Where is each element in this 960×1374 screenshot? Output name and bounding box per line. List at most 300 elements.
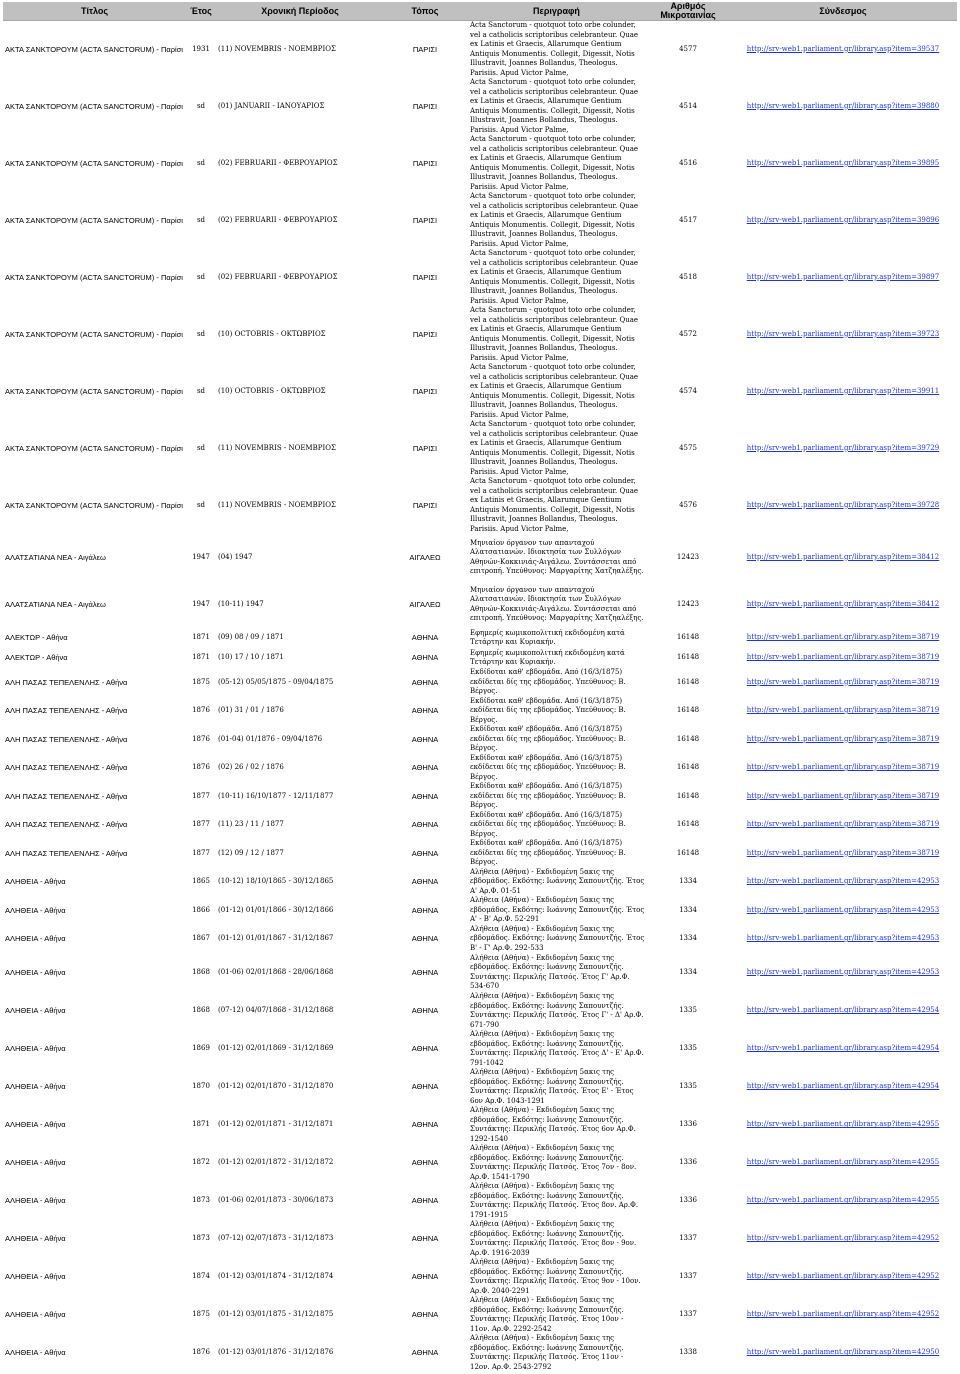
row-title: ΑΛΗ ΠΑΣΑΣ ΤΕΠΕΛΕΝΛΗΣ - Αθήνα [5, 677, 128, 687]
library-link[interactable]: http://srv-web1.parliament.gr/library.asp?item=39723 [746, 329, 940, 338]
row-period: (01-12) 02/01/1870 - 31/12/1870 [218, 1082, 334, 1091]
row-place: ΑΘΗΝΑ [411, 791, 439, 801]
row-year: 1870 [192, 1082, 210, 1091]
row-description: Αλήθεια (Αθήνα) - Εκδιδομένη 5ακις της εβδομάδος. Εκδότης: Ιωάννης Σαπουντζής. Συντάκτης: Περικλής Πατσός. Έτος Ε' - Έτος 6ον Αρ.Φ. 1043-1291 [470, 1068, 634, 1105]
row-place: ΑΘΗΝΑ [411, 677, 439, 687]
row-link-cell [729, 1296, 957, 1334]
library-link[interactable]: http://srv-web1.parliament.gr/library.asp?item=42952 [746, 1310, 940, 1319]
row-place: ΑΘΗΝΑ [411, 1006, 439, 1016]
row-description: Εκδίδοται καθ' εβδομάδα. Από (16/3/1875) εκδίδεται δίς της εβδομάδος. Υπεύθυνος: Β. Βέργος. [470, 725, 626, 752]
row-place: ΑΘΗΝΑ [411, 1272, 439, 1282]
row-year: 1875 [192, 1310, 210, 1319]
row-period: (01-12) 03/01/1876 - 31/12/1876 [218, 1348, 334, 1357]
row-period: (05-12) 05/05/1875 - 09/04/1875 [218, 677, 334, 686]
row-year: 1877 [192, 820, 210, 828]
row-title: ΑΚΤΑ ΣΑΝΚΤΟΡΟΥΜ (ACTA SANCTORUM) - Παρίσι [5, 272, 183, 282]
row-year: 1874 [192, 1272, 210, 1281]
row-link-cell [729, 135, 957, 192]
row-title: ΑΛΗΘΕΙΑ - Αθήνα [5, 1272, 66, 1282]
row-period: (10) 17 / 10 / 1871 [218, 653, 284, 662]
library-link[interactable]: http://srv-web1.parliament.gr/library.asp?item=38719 [746, 848, 940, 857]
library-link[interactable]: http://srv-web1.parliament.gr/library.asp?item=38412 [746, 599, 940, 608]
library-link[interactable]: http://srv-web1.parliament.gr/library.asp?item=42950 [746, 1348, 940, 1357]
library-link[interactable]: http://srv-web1.parliament.gr/library.asp?item=38719 [746, 791, 940, 800]
row-link-cell [729, 581, 957, 628]
row-period: (10-11) 1947 [218, 599, 264, 608]
library-link[interactable]: http://srv-web1.parliament.gr/library.asp?item=38719 [746, 653, 940, 662]
row-place: ΑΘΗΝΑ [411, 934, 439, 943]
library-link[interactable]: http://srv-web1.parliament.gr/library.asp?item=38412 [746, 552, 940, 561]
row-year: 1869 [192, 1044, 210, 1053]
row-description: Εκδίδοται καθ' εβδομάδα. Από (16/3/1875) εκδίδεται δίς της εβδομάδος. Υπεύθυνος: Β. Βέργος. [470, 753, 626, 781]
row-year: 1868 [192, 1006, 210, 1015]
row-link-cell [729, 648, 957, 668]
row-period: (01-12) 02/01/1872 - 31/12/1872 [218, 1158, 334, 1167]
row-period: (07-12) 02/07/1873 - 31/12/1873 [218, 1234, 334, 1243]
row-year: sd [196, 272, 206, 281]
row-title: ΑΚΤΑ ΣΑΝΚΤΟΡΟΥΜ (ACTA SANCTORUM) - Παρίσι [5, 500, 183, 510]
row-microfilm: 12423 [676, 599, 700, 608]
table-row [3, 135, 957, 192]
row-period: (12) 09 / 12 / 1877 [218, 848, 284, 857]
row-period: (10) OCTOBRIS - ΟΚΤΩΒΡΙΟΣ [218, 386, 326, 395]
row-year: sd [196, 500, 206, 509]
row-microfilm: 1334 [679, 934, 697, 942]
row-place: ΑΘΗΝΑ [411, 1082, 439, 1092]
header-description: Περιγραφή [466, 2, 647, 21]
row-description: Μηνιαίον όργανον των απανταχού Αλατσατιανών. Ιδιοκτησία των Συλλόγων Αθηνών-Κοκκινιάς-Αιγάλεω. Συντάσσεται από επιτροπή. Υπεύθυνος: Μαργαρίτης Χατζηαλέξης. [470, 538, 644, 575]
row-period: (01-12) 01/01/1866 - 30/12/1866 [218, 905, 334, 914]
table-row [3, 925, 957, 954]
row-title: ΑΚΤΑ ΣΑΝΚΤΟΡΟΥΜ (ACTA SANCTORUM) - Παρίσι [5, 101, 183, 111]
row-title: ΑΛΗΘΕΙΑ - Αθήνα [5, 1348, 66, 1358]
row-title: ΑΛΗΘΕΙΑ - Αθήνα [5, 1234, 66, 1244]
row-title: ΑΛΗΘΕΙΑ - Αθήνα [5, 905, 66, 915]
row-microfilm: 4517 [679, 215, 697, 224]
table-row [3, 839, 957, 868]
row-place: ΑΘΗΝΑ [411, 633, 439, 643]
table-row [3, 697, 957, 726]
row-period: (01-12) 02/01/1871 - 31/12/1871 [218, 1120, 334, 1129]
library-link[interactable]: http://srv-web1.parliament.gr/library.asp?item=38719 [746, 763, 940, 771]
library-link[interactable]: http://srv-web1.parliament.gr/library.asp?item=42952 [746, 1234, 940, 1243]
row-link-cell [729, 78, 957, 135]
library-link[interactable]: http://srv-web1.parliament.gr/library.asp?item=39895 [746, 158, 940, 167]
row-place: ΑΘΗΝΑ [411, 1310, 439, 1320]
row-place: ΑΘΗΝΑ [411, 905, 439, 915]
row-microfilm: 4514 [679, 101, 697, 110]
library-link[interactable]: http://srv-web1.parliament.gr/library.asp?item=42953 [746, 905, 940, 914]
row-period: (01) JANUARII - ΙΑΝΟΥΑΡΙΟΣ [218, 101, 325, 110]
row-microfilm: 12423 [676, 552, 700, 561]
row-link-cell [729, 249, 957, 306]
row-year: 1876 [192, 734, 210, 743]
table-body [3, 21, 957, 1373]
table-row [3, 21, 957, 79]
row-year: 1873 [192, 1196, 210, 1205]
row-year: 1876 [192, 706, 210, 714]
row-year: sd [196, 443, 206, 452]
row-title: ΑΚΤΑ ΣΑΝΚΤΟΡΟΥΜ (ACTA SANCTORUM) - Παρίσι [5, 443, 183, 453]
row-title: ΑΛΗ ΠΑΣΑΣ ΤΕΠΕΛΕΝΛΗΣ - Αθήνα [5, 734, 128, 744]
row-link-cell [729, 21, 957, 79]
table-header [3, 2, 957, 21]
row-description: Αλήθεια (Αθήνα) - Εκδιδομένη 5ακις της εβδομάδος. Εκδότης: Ιωάννης Σαπουντζής. Συντάκτης: Περικλής Πατσός. Έτος 6ον Αρ.Φ. 1292-1540 [470, 1106, 636, 1143]
table-row [3, 1296, 957, 1334]
library-link[interactable]: http://srv-web1.parliament.gr/library.asp?item=39896 [746, 215, 940, 224]
table-row [3, 811, 957, 840]
row-place: ΑΘΗΝΑ [411, 848, 439, 858]
row-year: 1871 [192, 653, 210, 662]
row-microfilm: 1335 [679, 1082, 697, 1091]
table-row [3, 534, 957, 581]
library-link[interactable]: http://srv-web1.parliament.gr/library.asp?item=39728 [746, 500, 940, 509]
row-place: ΑΘΗΝΑ [411, 1196, 439, 1206]
table-row [3, 754, 957, 783]
table-row [3, 782, 957, 811]
row-place: ΑΘΗΝΑ [411, 1120, 439, 1130]
row-description: Εκδίδοται καθ' εβδομάδα. Από (16/3/1875) εκδίδεται δίς της εβδομάδος. Υπεύθυνος: Β. Βέργος. [470, 810, 626, 838]
row-period: (09) 08 / 09 / 1871 [218, 633, 284, 642]
row-year: 1866 [192, 905, 210, 914]
row-title: ΑΛΕΚΤΩΡ - Αθήνα [5, 633, 68, 643]
row-year: sd [196, 386, 206, 395]
row-place: ΑΘΗΝΑ [411, 706, 439, 715]
row-microfilm: 16148 [676, 653, 700, 662]
row-link-cell [729, 477, 957, 534]
library-link[interactable]: http://srv-web1.parliament.gr/library.asp?item=42954 [746, 1006, 940, 1015]
row-microfilm: 1335 [679, 1006, 697, 1015]
header-microfilm: Αριθμός Μικροταινίας [647, 2, 729, 21]
library-link[interactable]: http://srv-web1.parliament.gr/library.asp?item=38719 [746, 734, 940, 743]
row-title: ΑΛΗΘΕΙΑ - Αθήνα [5, 967, 66, 977]
row-place: ΑΘΗΝΑ [411, 877, 439, 886]
row-title: ΑΛΗ ΠΑΣΑΣ ΤΕΠΕΛΕΝΛΗΣ - Αθήνα [5, 706, 128, 715]
row-title: ΑΛΗΘΕΙΑ - Αθήνα [5, 1196, 66, 1206]
row-title: ΑΛΗ ΠΑΣΑΣ ΤΕΠΕΛΕΝΛΗΣ - Αθήνα [5, 848, 128, 858]
row-description: Αλήθεια (Αθήνα) - Εκδιδομένη 5ακις της εβδομάδος. Εκδότης: Ιωάννης Σαπουντζής. Συντάκτης: Περικλής Πατσός. Έτος Γ' - Δ' Αρ.Φ. 671-790 [470, 992, 644, 1029]
row-microfilm: 1335 [679, 1044, 697, 1053]
row-place: ΑΘΗΝΑ [411, 1158, 439, 1168]
header-place: Τόπος [384, 2, 466, 21]
row-year: 1865 [192, 877, 210, 885]
row-microfilm: 4577 [679, 44, 697, 53]
row-link-cell [729, 1182, 957, 1220]
row-link-cell [729, 697, 957, 726]
row-year: 1876 [192, 1348, 210, 1357]
row-microfilm: 4575 [679, 443, 697, 452]
row-period: (01-12) 03/01/1875 - 31/12/1875 [218, 1310, 334, 1319]
row-year: 1947 [192, 599, 210, 608]
row-microfilm: 1334 [679, 877, 697, 885]
row-period: (01-06) 02/01/1873 - 30/06/1873 [218, 1196, 334, 1205]
library-link[interactable]: http://srv-web1.parliament.gr/library.asp?item=42953 [746, 967, 940, 976]
row-period: (11) 23 / 11 / 1877 [218, 820, 284, 828]
row-period: (02) FEBRUARII - ΦΕΒΡΟΥΑΡΙΟΣ [218, 215, 338, 224]
row-period: (01-12) 02/01/1869 - 31/12/1869 [218, 1044, 334, 1053]
row-period: (04) 1947 [218, 552, 253, 561]
row-place: ΑΘΗΝΑ [411, 1044, 439, 1054]
row-microfilm: 16148 [676, 734, 700, 743]
table-row [3, 477, 957, 534]
row-link-cell [729, 1334, 957, 1372]
table-row [3, 420, 957, 477]
row-description: Αλήθεια (Αθήνα) - Εκδιδομένη 5ακις της εβδομάδος. Εκδότης: Ιωάννης Σαπουντζής. Συντάκτης: Περικλής Πατσός. Έτος Δ' - Ε' Αρ.Φ. 791-1042 [470, 1030, 644, 1067]
row-microfilm: 16148 [676, 820, 700, 828]
row-link-cell [729, 1258, 957, 1296]
row-period: (01-12) 03/01/1874 - 31/12/1874 [218, 1272, 334, 1281]
row-period: (01) 31 / 01 / 1876 [218, 706, 284, 714]
row-microfilm: 16148 [676, 706, 700, 714]
table-row [3, 581, 957, 628]
row-period: (01-12) 01/01/1867 - 31/12/1867 [218, 934, 334, 942]
row-title: ΑΚΤΑ ΣΑΝΚΤΟΡΟΥΜ (ACTA SANCTORUM) - Παρίσι [5, 215, 183, 225]
row-place: ΑΙΓΑΛΕΩ [409, 599, 441, 609]
row-period: (02) 26 / 02 / 1876 [218, 763, 284, 771]
row-description: Αλήθεια (Αθήνα) - Εκδιδομένη 5ακις της εβδομάδος. Εκδότης: Ιωάννης Σαπουντζής. Έτος Α' Αρ.Φ. 01-51 [470, 867, 645, 895]
row-link-cell [729, 1144, 957, 1182]
row-description: Αλήθεια (Αθήνα) - Εκδιδομένη 5ακις της εβδομάδος. Εκδότης: Ιωάννης Σαπουντζής. Συντάκτης: Περικλής Πατσός. Έτος 11ον - 12ον. Αρ.Φ. 2543-2792 [470, 1334, 624, 1371]
row-title: ΑΛΕΚΤΩΡ - Αθήνα [5, 653, 68, 663]
row-place: ΑΙΓΑΛΕΩ [409, 552, 441, 562]
table-row [3, 992, 957, 1030]
row-microfilm: 16148 [676, 848, 700, 857]
row-description: Αλήθεια (Αθήνα) - Εκδιδομένη 5ακις της εβδομάδος. Εκδότης: Ιωάννης Σαπουντζής. Συντάκτης: Περικλής Πατσός. Έτος Γ' Αρ.Φ. 534-670 [470, 953, 630, 990]
row-title: ΑΚΤΑ ΣΑΝΚΤΟΡΟΥΜ (ACTA SANCTORUM) - Παρίσι [5, 329, 183, 339]
row-link-cell [729, 420, 957, 477]
row-description: Acta Sanctorum - quotquot toto orbe colunder, vel a catholicis scriptoribus celebranteur. Quae ex Latinis et Graecis, Allarumque Gentium Antiquis Monumentis. Collegit, Digessit, Notis Illustravit, Joannes Bollandus, Theologus. Parisiis. Apud Victor Palme, [470, 306, 639, 362]
row-title: ΑΚΤΑ ΣΑΝΚΤΟΡΟΥΜ (ACTA SANCTORUM) - Παρίσι [5, 158, 183, 168]
row-year: sd [196, 329, 206, 338]
row-place: ΠΑΡΙΣΙ [412, 44, 438, 54]
table-row [3, 668, 957, 697]
library-link[interactable]: http://srv-web1.parliament.gr/library.asp?item=39537 [746, 44, 940, 53]
row-year: 1867 [192, 934, 210, 942]
row-microfilm: 1337 [679, 1310, 697, 1319]
row-year: 1877 [192, 848, 210, 857]
row-link-cell [729, 839, 957, 868]
row-link-cell [729, 725, 957, 754]
row-period: (02) FEBRUARII - ΦΕΒΡΟΥΑΡΙΟΣ [218, 158, 338, 167]
library-link[interactable]: http://srv-web1.parliament.gr/library.asp?item=38719 [746, 677, 940, 686]
row-place: ΑΘΗΝΑ [411, 1348, 439, 1358]
row-link-cell [729, 668, 957, 697]
row-link-cell [729, 953, 957, 992]
row-year: 1931 [192, 44, 210, 53]
row-title: ΑΛΗ ΠΑΣΑΣ ΤΕΠΕΛΕΝΛΗΣ - Αθήνα [5, 763, 128, 772]
row-title: ΑΛΗΘΕΙΑ - Αθήνα [5, 1006, 66, 1016]
row-description: Εκδίδοται καθ' εβδομάδα. Από (16/3/1875) εκδίδεται δίς της εβδομάδος. Υπεύθυνος: Β. Βέργος. [470, 668, 626, 695]
row-link-cell [729, 1068, 957, 1106]
row-description: Acta Sanctorum - quotquot toto orbe colunder, vel a catholicis scriptoribus celebranteur. Quae ex Latinis et Graecis, Allarumque Gentium Antiquis Monumentis. Collegit, Digessit, Notis Illustravit, Joannes Bollandus, Theologus. Parisiis. Apud Victor Palme, [470, 420, 639, 476]
library-link[interactable]: http://srv-web1.parliament.gr/library.asp?item=42953 [746, 934, 940, 942]
library-link[interactable]: http://srv-web1.parliament.gr/library.asp?item=39880 [746, 101, 940, 110]
row-microfilm: 1336 [679, 1196, 697, 1205]
library-link[interactable]: http://srv-web1.parliament.gr/library.asp?item=38719 [746, 706, 940, 714]
row-period: (01-04) 01/1876 - 09/04/1876 [218, 734, 323, 743]
row-title: ΑΛΑΤΣΑΤΙΑΝΑ ΝΕΑ - Αιγάλεω [5, 552, 106, 562]
library-link[interactable]: http://srv-web1.parliament.gr/library.asp?item=42955 [746, 1196, 940, 1205]
row-description: Εκδίδοται καθ' εβδομάδα. Από (16/3/1875) εκδίδεται δίς της εβδομάδος. Υπεύθυνος: Β. Βέργος. [470, 696, 626, 724]
row-description: Acta Sanctorum - quotquot toto orbe colunder, vel a catholicis scriptoribus celebranteur. Quae ex Latinis et Graecis, Allarumque Gentium Antiquis Monumentis. Collegit, Digessit, Notis Illustravit, Joannes Bollandus, Theologus. Parisiis. Apud Victor Palme, [470, 78, 639, 134]
row-microfilm: 4574 [679, 386, 697, 395]
row-period: (01-06) 02/01/1868 - 28/06/1868 [218, 967, 334, 976]
row-year: 1871 [192, 633, 210, 642]
row-link-cell [729, 534, 957, 581]
row-period: (07-12) 04/07/1868 - 31/12/1868 [218, 1006, 334, 1015]
row-title: ΑΚΤΑ ΣΑΝΚΤΟΡΟΥΜ (ACTA SANCTORUM) - Παρίσι [5, 44, 183, 54]
row-microfilm: 1337 [679, 1272, 697, 1281]
header-period: Χρονική Περίοδος [216, 2, 384, 21]
row-title: ΑΛΗΘΕΙΑ - Αθήνα [5, 1120, 66, 1130]
row-microfilm: 4572 [679, 329, 697, 338]
row-microfilm: 16148 [676, 633, 700, 642]
library-link[interactable]: http://srv-web1.parliament.gr/library.asp?item=42955 [746, 1158, 940, 1167]
row-period: (11) NOVEMBRIS - ΝΟΕΜΒΡΙΟΣ [218, 500, 336, 509]
row-description: Αλήθεια (Αθήνα) - Εκδιδομένη 5ακις της εβδομάδος. Εκδότης: Ιωάννης Σαπουντζής. Συντάκτης: Περικλής Πατσός. Έτος 10ον - 11ον. Αρ.Φ. 2292-2542 [470, 1296, 624, 1333]
row-year: 1871 [192, 1120, 210, 1129]
row-title: ΑΛΗ ΠΑΣΑΣ ΤΕΠΕΛΕΝΛΗΣ - Αθήνα [5, 791, 128, 801]
row-place: ΠΑΡΙΣΙ [412, 215, 438, 225]
row-description: Acta Sanctorum - quotquot toto orbe colunder, vel a catholicis scriptoribus celebranteur. Quae ex Latinis et Graecis, Allarumque Gentium Antiquis Monumentis. Collegit, Digessit, Notis Illustravit, Joannes Bollandus, Theologus. Parisiis. Apud Victor Palme, [470, 21, 639, 77]
row-microfilm: 4516 [679, 158, 697, 167]
library-link[interactable]: http://srv-web1.parliament.gr/library.asp?item=42954 [746, 1082, 940, 1091]
table-row [3, 868, 957, 897]
row-year: 1876 [192, 763, 210, 771]
row-title: ΑΛΗΘΕΙΑ - Αθήνα [5, 934, 66, 943]
library-link[interactable]: http://srv-web1.parliament.gr/library.asp?item=42954 [746, 1044, 940, 1053]
row-place: ΠΑΡΙΣΙ [412, 386, 438, 396]
row-link-cell [729, 363, 957, 420]
row-place: ΠΑΡΙΣΙ [412, 101, 438, 111]
row-description: Acta Sanctorum - quotquot toto orbe colunder, vel a catholicis scriptoribus celebranteur. Quae ex Latinis et Graecis, Allarumque Gentium Antiquis Monumentis. Collegit, Digessit, Notis Illustravit, Joannes Bollandus, Theologus. Parisiis. Apud Victor Palme, [470, 363, 639, 419]
row-place: ΠΑΡΙΣΙ [412, 158, 438, 168]
row-description: Μηνιαίον όργανον των απανταχού Αλατσατιανών. Ιδιοκτησία των Συλλόγων Αθηνών-Κοκκινιάς-Αιγάλεω. Συντάσσεται από επιτροπή. Υπεύθυνος: Μαργαρίτης Χατζηαλέξης. [470, 585, 644, 622]
library-link[interactable]: http://srv-web1.parliament.gr/library.asp?item=39897 [746, 272, 940, 281]
table-row [3, 648, 957, 668]
header-title: Τίτλος [3, 2, 186, 21]
row-period: (11) NOVEMBRIS - ΝΟΕΜΒΡΙΟΣ [218, 44, 336, 53]
row-microfilm: 1336 [679, 1158, 697, 1167]
row-title: ΑΛΗ ΠΑΣΑΣ ΤΕΠΕΛΕΝΛΗΣ - Αθήνα [5, 820, 128, 829]
row-description: Αλήθεια (Αθήνα) - Εκδιδομένη 5ακις της εβδομάδος. Εκδότης: Ιωάννης Σαπουντζής. Συντάκτης: Περικλής Πατσός. Έτος 7ον - 8ον. Αρ.Φ. 1541-1790 [470, 1144, 637, 1181]
row-microfilm: 4576 [679, 500, 697, 509]
row-link-cell [729, 1220, 957, 1258]
library-link[interactable]: http://srv-web1.parliament.gr/library.asp?item=39729 [746, 443, 940, 452]
row-link-cell [729, 192, 957, 249]
table-row [3, 953, 957, 992]
row-place: ΑΘΗΝΑ [411, 763, 439, 772]
row-period: (11) NOVEMBRIS - ΝΟΕΜΒΡΙΟΣ [218, 443, 336, 452]
row-microfilm: 4518 [679, 272, 697, 281]
row-link-cell [729, 925, 957, 954]
row-description: Acta Sanctorum - quotquot toto orbe colunder, vel a catholicis scriptoribus celebranteur. Quae ex Latinis et Graecis, Allarumque Gentium Antiquis Monumentis. Collegit, Digessit, Notis Illustravit, Joannes Bollandus, Theologus. Parisiis. Apud Victor Palme, [470, 192, 639, 248]
table-row [3, 896, 957, 925]
row-description: Εκδίδοται καθ' εβδομάδα. Από (16/3/1875) εκδίδεται δίς της εβδομάδος. Υπεύθυνος: Β. Βέργος. [470, 839, 626, 866]
row-title: ΑΛΑΤΣΑΤΙΑΝΑ ΝΕΑ - Αιγάλεω [5, 599, 106, 609]
row-place: ΑΘΗΝΑ [411, 734, 439, 744]
row-title: ΑΛΗΘΕΙΑ - Αθήνα [5, 877, 66, 886]
row-link-cell [729, 896, 957, 925]
row-year: 1877 [192, 791, 210, 800]
row-link-cell [729, 1030, 957, 1068]
row-place: ΠΑΡΙΣΙ [412, 272, 438, 282]
row-place: ΠΑΡΙΣΙ [412, 329, 438, 339]
header-link: Σύνδεσμος [729, 2, 957, 21]
row-title: ΑΛΗΘΕΙΑ - Αθήνα [5, 1158, 66, 1168]
row-microfilm: 16148 [676, 677, 700, 686]
row-place: ΠΑΡΙΣΙ [412, 443, 438, 453]
row-description: Acta Sanctorum - quotquot toto orbe colunder, vel a catholicis scriptoribus celebranteur. Quae ex Latinis et Graecis, Allarumque Gentium Antiquis Monumentis. Collegit, Digessit, Notis Illustravit, Joannes Bollandus, Theologus. Parisiis. Apud Victor Palme, [470, 249, 639, 305]
row-year: 1947 [192, 552, 210, 561]
row-place: ΑΘΗΝΑ [411, 653, 439, 663]
row-link-cell [729, 782, 957, 811]
library-link[interactable]: http://srv-web1.parliament.gr/library.asp?item=38719 [746, 820, 940, 828]
row-title: ΑΛΗΘΕΙΑ - Αθήνα [5, 1310, 66, 1320]
row-place: ΑΘΗΝΑ [411, 820, 439, 829]
row-period: (10-12) 18/10/1865 - 30/12/1865 [218, 877, 334, 885]
row-description: Εφημερίς κωμικοπολιτική εκδιδομένη κατά Τετάρτην και Κυριακήν. [470, 648, 625, 666]
row-link-cell [729, 628, 957, 648]
row-microfilm: 1336 [679, 1120, 697, 1129]
row-title: ΑΛΗΘΕΙΑ - Αθήνα [5, 1044, 66, 1054]
row-link-cell [729, 868, 957, 897]
row-year: 1873 [192, 1234, 210, 1243]
row-link-cell [729, 754, 957, 783]
row-place: ΠΑΡΙΣΙ [412, 500, 438, 510]
row-place: ΑΘΗΝΑ [411, 1234, 439, 1244]
library-link[interactable]: http://srv-web1.parliament.gr/library.asp?item=39911 [746, 386, 940, 395]
table-row [3, 249, 957, 306]
row-year: 1872 [192, 1158, 210, 1167]
row-year: sd [196, 101, 206, 110]
library-link[interactable]: http://srv-web1.parliament.gr/library.asp?item=42952 [746, 1272, 940, 1281]
table-row [3, 1258, 957, 1296]
row-title: ΑΚΤΑ ΣΑΝΚΤΟΡΟΥΜ (ACTA SANCTORUM) - Παρίσι [5, 386, 183, 396]
row-description: Αλήθεια (Αθήνα) - Εκδιδομένη 5ακις της εβδομάδος. Εκδότης: Ιωάννης Σαπουντζής. Συντάκτης: Περικλής Πατσός. Έτος 9ον - 10ον. Αρ.Φ. 2040-2291 [470, 1258, 641, 1295]
library-link[interactable]: http://srv-web1.parliament.gr/library.asp?item=42953 [746, 877, 940, 885]
row-description: Εφημερίς κωμικοπολιτική εκδιδομένη κατά Τετάρτην και Κυριακήν. [470, 628, 625, 646]
row-link-cell [729, 992, 957, 1030]
header-year: Έτος [186, 2, 216, 21]
table-row [3, 1182, 957, 1220]
row-link-cell [729, 811, 957, 840]
library-link[interactable]: http://srv-web1.parliament.gr/library.asp?item=42955 [746, 1120, 940, 1129]
catalog-table [3, 2, 957, 1372]
row-description: Αλήθεια (Αθήνα) - Εκδιδομένη 5ακις της εβδομάδος. Εκδότης: Ιωάννης Σαπουντζής. Έτος Β' - Γ' Αρ.Φ. 292-533 [470, 924, 645, 952]
table-row [3, 1220, 957, 1258]
row-period: (02) FEBRUARII - ΦΕΒΡΟΥΑΡΙΟΣ [218, 272, 338, 281]
row-link-cell [729, 1106, 957, 1144]
table-row [3, 725, 957, 754]
row-description: Εκδίδοται καθ' εβδομάδα. Από (16/3/1875) εκδίδεται δίς της εβδομάδος. Υπεύθυνος: Β. Βέργος. [470, 782, 626, 809]
row-period: (10) OCTOBRIS - ΟΚΤΩΒΡΙΟΣ [218, 329, 326, 338]
library-link[interactable]: http://srv-web1.parliament.gr/library.asp?item=38719 [746, 633, 940, 642]
table-row [3, 628, 957, 648]
row-period: (10-11) 16/10/1877 - 12/11/1877 [218, 791, 334, 800]
row-microfilm: 1337 [679, 1234, 697, 1243]
table-row [3, 306, 957, 363]
table-row [3, 1334, 957, 1372]
row-year: 1875 [192, 677, 210, 686]
row-description: Αλήθεια (Αθήνα) - Εκδιδομένη 5ακις της εβδομάδος. Εκδότης: Ιωάννης Σαπουντζής. Έτος Α' - Β' Αρ.Φ. 52-291 [470, 896, 645, 923]
table-row [3, 192, 957, 249]
table-row [3, 78, 957, 135]
row-description: Acta Sanctorum - quotquot toto orbe colunder, vel a catholicis scriptoribus celebranteur. Quae ex Latinis et Graecis, Allarumque Gentium Antiquis Monumentis. Collegit, Digessit, Notis Illustravit, Joannes Bollandus, Theologus. Parisiis. Apud Victor Palme, [470, 477, 639, 533]
row-microfilm: 16148 [676, 763, 700, 771]
row-year: sd [196, 215, 206, 224]
row-microfilm: 16148 [676, 791, 700, 800]
